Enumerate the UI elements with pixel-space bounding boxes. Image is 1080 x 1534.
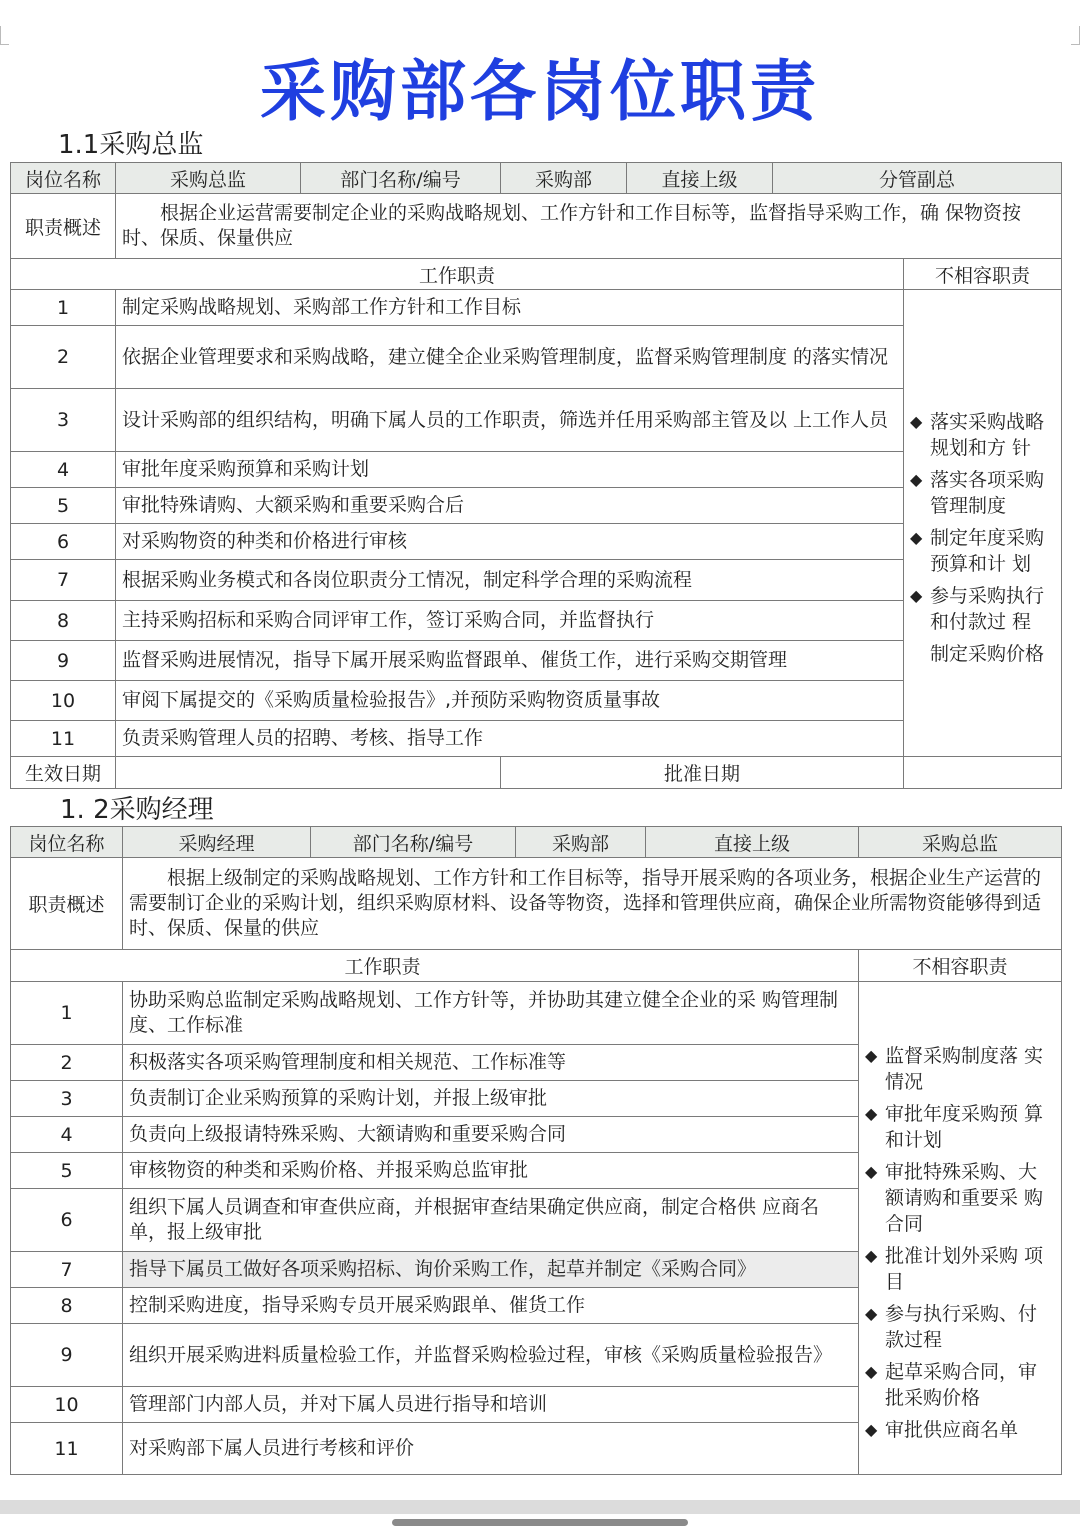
summary-text: 根据上级制定的采购战略规划、工作方针和工作目标等，指导开展采购的各项业务，根据企业生产运营的需要制订企业的采购计划，组织采购原材料、设备等物资，选择和管理供应商，确保企业所需物资能够得到适时、保质、保量的供应 xyxy=(123,858,1062,950)
dept-label: 部门名称/编号 xyxy=(311,827,516,858)
section-heading-director: 1.1采购总监 xyxy=(58,130,204,160)
superior-value: 采购总监 xyxy=(859,827,1062,858)
manager-duty-table xyxy=(10,826,1062,1475)
scroll-handle[interactable] xyxy=(392,1519,688,1526)
incompatible-item: ◆ 落实采购战略规划和方 针 xyxy=(910,411,1045,459)
effective-date-value xyxy=(116,757,501,789)
post-label: 岗位名称 xyxy=(11,163,116,194)
director-duty-table xyxy=(10,162,1062,789)
work-duties-header: 工作职责 xyxy=(11,259,904,290)
summary-label: 职责概述 xyxy=(11,858,123,950)
duty-number: 5 xyxy=(11,488,116,524)
duty-text: 审批年度采购预算和采购计划 xyxy=(116,452,904,488)
page-corner-mark-left xyxy=(0,26,9,45)
duty-text: 监督采购进展情况，指导下属开展采购监督跟单、催货工作，进行采购交期管理 xyxy=(116,641,904,681)
incompatible-item: ◆ 落实各项采购管理制度 xyxy=(910,469,1045,517)
diamond-bullet-icon: ◆ xyxy=(865,1420,878,1439)
duty-number: 3 xyxy=(11,389,116,452)
diamond-bullet-icon: ◆ xyxy=(865,1104,878,1123)
duty-text: 协助采购总监制定采购战略规划、工作方针等，并协助其建立健全企业的采 购管理制度、工作标准 xyxy=(123,982,859,1045)
incompatible-item: ◆ 制定年度采购预算和计 划 xyxy=(910,527,1045,575)
duty-text: 指导下属员工做好各项采购招标、询价采购工作，起草并制定《采购合同》 xyxy=(123,1252,859,1288)
duty-number: 9 xyxy=(11,1324,123,1387)
summary-label: 职责概述 xyxy=(11,194,116,259)
diamond-bullet-icon: ◆ xyxy=(865,1162,878,1181)
post-value: 采购总监 xyxy=(116,163,301,194)
duty-number: 4 xyxy=(11,1117,123,1153)
diamond-bullet-icon: ◆ xyxy=(910,586,923,605)
duty-number: 11 xyxy=(11,1423,123,1475)
duty-text: 管理部门内部人员，并对下属人员进行指导和培训 xyxy=(123,1387,859,1423)
post-label: 岗位名称 xyxy=(11,827,123,858)
duty-number: 8 xyxy=(11,1288,123,1324)
duty-text: 负责制订企业采购预算的采购计划，并报上级审批 xyxy=(123,1081,859,1117)
duty-text: 审阅下属提交的《采购质量检验报告》,并预防采购物资质量事故 xyxy=(116,681,904,721)
duty-number: 2 xyxy=(11,1045,123,1081)
superior-label: 直接上级 xyxy=(627,163,773,194)
duty-number: 7 xyxy=(11,1252,123,1288)
duty-text: 控制采购进度，指导采购专员开展采购跟单、催货工作 xyxy=(123,1288,859,1324)
duty-number: 1 xyxy=(11,982,123,1045)
incompatible-header: 不相容职责 xyxy=(859,950,1062,982)
incompatible-item: ◆ 监督采购制度落 实情况 xyxy=(865,1045,1044,1093)
duty-text: 主持采购招标和采购合同评审工作，签订采购合同，并监督执行 xyxy=(116,601,904,641)
duty-number: 5 xyxy=(11,1153,123,1189)
duty-text: 组织开展采购进料质量检验工作，并监督采购检验过程，审核《采购质量检验报告》 xyxy=(123,1324,859,1387)
duty-number: 6 xyxy=(11,1189,123,1252)
duty-text: 积极落实各项采购管理制度和相关规范、工作标准等 xyxy=(123,1045,859,1081)
post-value: 采购经理 xyxy=(123,827,311,858)
duty-number: 7 xyxy=(11,560,116,601)
bottom-gray-bar xyxy=(0,1500,1080,1514)
duty-text: 设计采购部的组织结构，明确下属人员的工作职责，筛选并任用采购部主管及以 上工作人员 xyxy=(116,389,904,452)
incompatible-item: ◆ 审批供应商名单 xyxy=(865,1419,1019,1441)
diamond-bullet-icon: ◆ xyxy=(865,1046,878,1065)
approval-date-label: 批准日期 xyxy=(501,757,904,789)
duty-number: 11 xyxy=(11,721,116,757)
duty-text: 负责采购管理人员的招聘、考核、指导工作 xyxy=(116,721,904,757)
duty-number: 10 xyxy=(11,1387,123,1423)
incompatible-item: ◆ 起草采购合同，审 批采购价格 xyxy=(865,1361,1038,1409)
incompatible-item: 制定采购价格 xyxy=(930,643,1045,665)
incompatible-duties-cell xyxy=(859,982,1062,1475)
duty-text: 对采购物资的种类和价格进行审核 xyxy=(116,524,904,560)
work-duties-header: 工作职责 xyxy=(11,950,859,982)
approval-date-value xyxy=(904,757,1062,789)
incompatible-item: ◆ 审批年度采购预 算和计划 xyxy=(865,1103,1044,1151)
duty-number: 9 xyxy=(11,641,116,681)
incompatible-item: ◆ 参与执行采购、付 款过程 xyxy=(865,1303,1038,1351)
duty-text: 审核物资的种类和采购价格、并报采购总监审批 xyxy=(123,1153,859,1189)
diamond-bullet-icon: ◆ xyxy=(910,470,923,489)
incompatible-header: 不相容职责 xyxy=(904,259,1062,290)
diamond-bullet-icon: ◆ xyxy=(865,1362,878,1381)
duty-text: 负责向上级报请特殊采购、大额请购和重要采购合同 xyxy=(123,1117,859,1153)
section-heading-manager: 1. 2采购经理 xyxy=(60,795,214,825)
diamond-bullet-icon: ◆ xyxy=(910,412,923,431)
duty-text: 制定采购战略规划、采购部工作方针和工作目标 xyxy=(116,290,904,326)
duty-number: 6 xyxy=(11,524,116,560)
superior-value: 分管副总 xyxy=(773,163,1062,194)
duty-text: 依据企业管理要求和采购战略，建立健全企业采购管理制度，监督采购管理制度 的落实情况 xyxy=(116,326,904,389)
summary-text: 根据企业运营需要制定企业的采购战略规划、工作方针和工作目标等，监督指导采购工作，确 保物资按时、保质、保量供应 xyxy=(116,194,1062,259)
superior-label: 直接上级 xyxy=(646,827,859,858)
diamond-bullet-icon: ◆ xyxy=(865,1304,878,1323)
incompatible-item: ◆ 批准计划外采购 项 目 xyxy=(865,1245,1044,1293)
duty-number: 10 xyxy=(11,681,116,721)
dept-label: 部门名称/编号 xyxy=(301,163,501,194)
duty-number: 1 xyxy=(11,290,116,326)
dept-value: 采购部 xyxy=(501,163,627,194)
duty-text: 对采购部下属人员进行考核和评价 xyxy=(123,1423,859,1475)
incompatible-item: ◆ 审批特殊采购、大 额请购和重要采 购合同 xyxy=(865,1161,1044,1235)
effective-date-label: 生效日期 xyxy=(11,757,116,789)
diamond-bullet-icon: ◆ xyxy=(865,1246,878,1265)
dept-value: 采购部 xyxy=(516,827,646,858)
duty-number: 2 xyxy=(11,326,116,389)
diamond-bullet-icon: ◆ xyxy=(910,528,923,547)
duty-number: 8 xyxy=(11,601,116,641)
duty-number: 3 xyxy=(11,1081,123,1117)
duty-number: 4 xyxy=(11,452,116,488)
duty-text: 根据采购业务模式和各岗位职责分工情况，制定科学合理的采购流程 xyxy=(116,560,904,601)
incompatible-duties-cell xyxy=(904,290,1062,757)
incompatible-item: ◆ 参与采购执行和付款过 程 xyxy=(910,585,1045,633)
duty-text: 审批特殊请购、大额采购和重要采购合后 xyxy=(116,488,904,524)
duty-text: 组织下属人员调查和审查供应商，并根据审查结果确定供应商，制定合格供 应商名单，报上级审批 xyxy=(123,1189,859,1252)
page-corner-mark-right xyxy=(1071,26,1080,45)
page-title: 采购部各岗位职责 xyxy=(260,53,820,130)
